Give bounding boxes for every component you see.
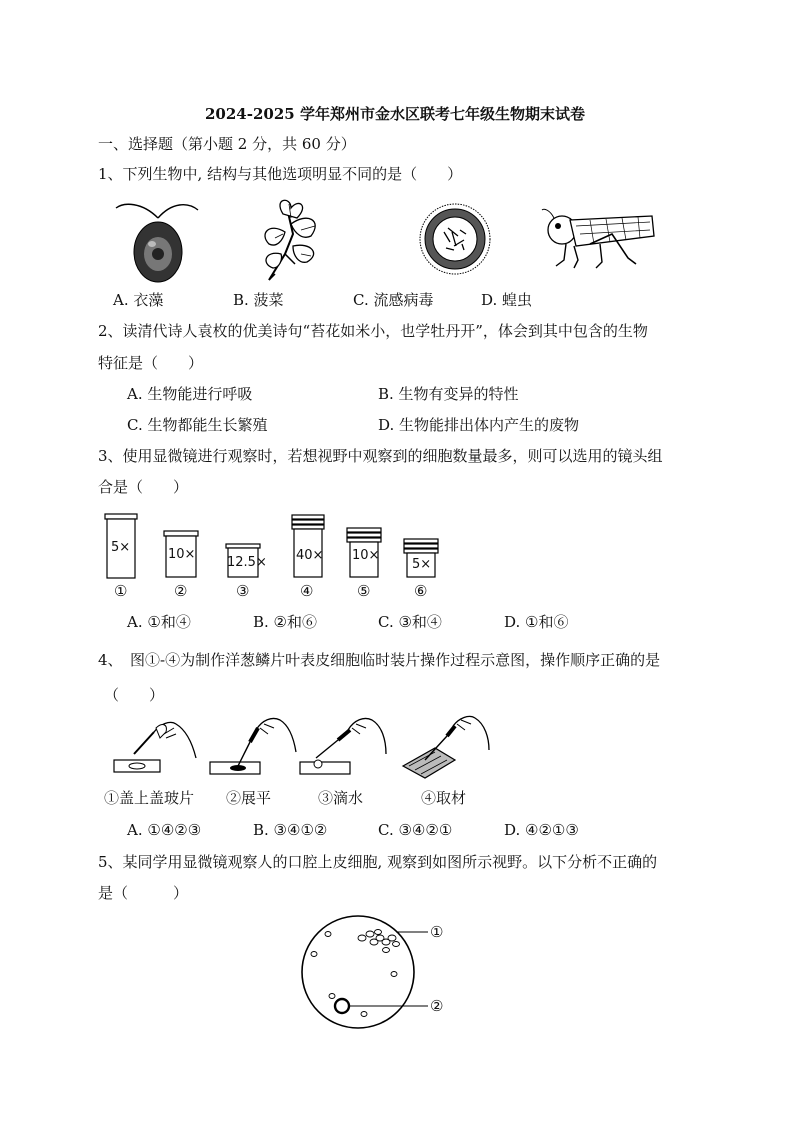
step-2-label: ②展平 bbox=[226, 789, 272, 807]
lens-5-magnification: 10× bbox=[352, 548, 380, 563]
lens-4-number: ④ bbox=[300, 582, 314, 600]
lens-4-magnification: 40× bbox=[296, 548, 324, 563]
lens-3-number: ③ bbox=[236, 582, 250, 600]
q1-option-d[interactable]: D. 蝗虫 bbox=[481, 291, 533, 309]
q2-stem-line1: 2、读清代诗人袁枚的优美诗句“苔花如米小，也学牡丹开”，体会到其中包含的生物 bbox=[98, 322, 648, 340]
lens-1-number: ① bbox=[114, 582, 128, 600]
q3-option-b[interactable]: B. ②和⑥ bbox=[253, 613, 318, 631]
q5-marker-2: ② bbox=[430, 997, 444, 1015]
influenza-virus-image bbox=[418, 202, 492, 276]
q2-option-c[interactable]: C. 生物都能生长繁殖 bbox=[127, 416, 268, 434]
lens-6-number: ⑥ bbox=[414, 582, 428, 600]
q4-option-a[interactable]: A. ①④②③ bbox=[127, 821, 202, 839]
chlamydomonas-image bbox=[112, 196, 202, 286]
q4-option-b[interactable]: B. ③④①② bbox=[253, 821, 328, 839]
step-2-spread-image bbox=[206, 712, 298, 778]
lens-2-number: ② bbox=[174, 582, 188, 600]
q3-option-a[interactable]: A. ①和④ bbox=[127, 613, 191, 631]
q1-stem: 1、下列生物中, 结构与其他选项明显不同的是（ ） bbox=[98, 165, 463, 183]
q1-option-a[interactable]: A. 衣藻 bbox=[113, 291, 164, 309]
q3-stem-line1: 3、使用显微镜进行观察时，若想视野中观察到的细胞数量最多，则可以选用的镜头组 bbox=[98, 447, 663, 465]
spinach-image bbox=[255, 194, 330, 282]
q3-stem-line2: 合是（ ） bbox=[98, 478, 189, 496]
exam-title: 2024-2025 学年郑州市金水区联考七年级生物期末试卷 bbox=[205, 105, 585, 123]
q2-option-d[interactable]: D. 生物能排出体内产生的废物 bbox=[378, 416, 580, 434]
q4-option-d[interactable]: D. ④②①③ bbox=[504, 821, 579, 839]
section-heading: 一、选择题（第小题 2 分，共 60 分） bbox=[98, 135, 356, 153]
lens-4-objective bbox=[291, 514, 325, 578]
step-1-cover-slip-image bbox=[104, 714, 200, 778]
lens-1-magnification: 5× bbox=[111, 540, 131, 555]
q4-stem-line2: （ ） bbox=[104, 686, 165, 704]
q4-option-c[interactable]: C. ③④②① bbox=[378, 821, 453, 839]
step-4-take-material-image bbox=[395, 712, 491, 780]
step-4-label: ④取材 bbox=[421, 789, 467, 807]
q5-stem-line2: 是（ ） bbox=[98, 884, 189, 902]
lens-2-magnification: 10× bbox=[168, 547, 196, 562]
q5-stem-line1: 5、某同学用显微镜观察人的口腔上皮细胞, 观察到如图所示视野。以下分析不正确的 bbox=[98, 853, 658, 871]
lens-5-number: ⑤ bbox=[357, 582, 371, 600]
q2-option-a[interactable]: A. 生物能进行呼吸 bbox=[127, 385, 253, 403]
q1-option-c[interactable]: C. 流感病毒 bbox=[353, 291, 434, 309]
lens-3-magnification: 12.5× bbox=[227, 555, 267, 570]
q3-option-d[interactable]: D. ①和⑥ bbox=[504, 613, 569, 631]
q2-option-b[interactable]: B. 生物有变异的特性 bbox=[378, 385, 519, 403]
step-1-label: ①盖上盖玻片 bbox=[104, 789, 195, 807]
locust-image bbox=[540, 206, 658, 272]
q5-marker-1: ① bbox=[430, 923, 444, 941]
microscope-field-of-view bbox=[300, 912, 450, 1034]
q4-stem-line1: 4、 图①-④为制作洋葱鳞片叶表皮细胞临时装片操作过程示意图，操作顺序正确的是 bbox=[98, 651, 661, 669]
q3-option-c[interactable]: C. ③和④ bbox=[378, 613, 442, 631]
q1-option-b[interactable]: B. 菠菜 bbox=[233, 291, 284, 309]
q2-stem-line2: 特征是（ ） bbox=[98, 354, 204, 372]
step-3-drip-water-image bbox=[296, 712, 388, 778]
step-3-label: ③滴水 bbox=[318, 789, 364, 807]
lens-6-magnification: 5× bbox=[412, 557, 432, 572]
